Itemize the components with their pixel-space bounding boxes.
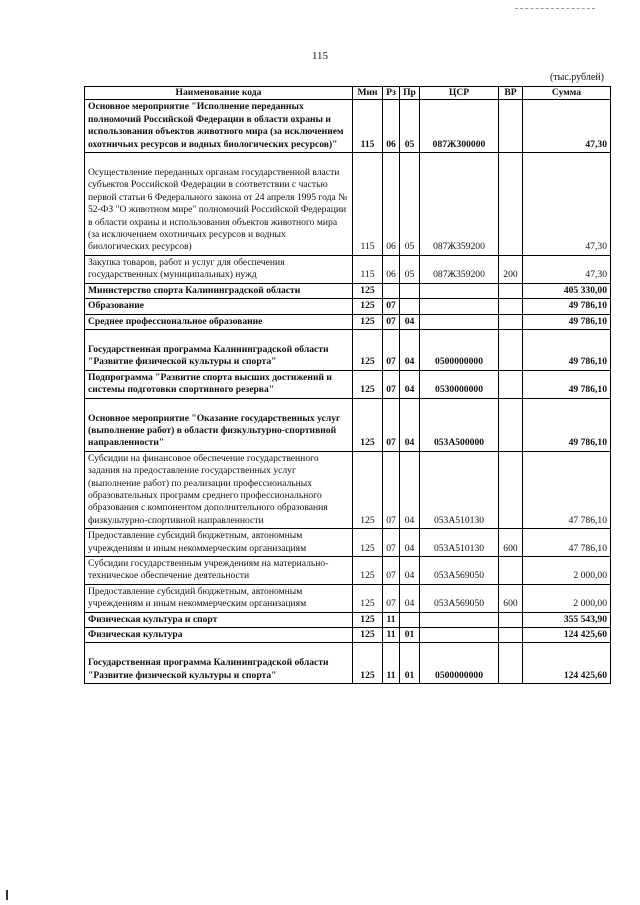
cell-csr: 053А569050 [420, 557, 499, 585]
cell-vr [499, 370, 523, 398]
margin-mark [6, 890, 8, 900]
cell-min: 115 [353, 153, 383, 256]
cell-rz: 07 [383, 329, 400, 370]
cell-vr: 600 [499, 529, 523, 557]
cell-min: 125 [353, 329, 383, 370]
header-sum: Сумма [523, 87, 611, 100]
cell-csr: 087Ж359200 [420, 255, 499, 283]
cell-csr: 0500000000 [420, 329, 499, 370]
cell-pr: 04 [400, 398, 420, 451]
cell-vr [499, 314, 523, 329]
cell-csr [420, 299, 499, 314]
cell-pr: 01 [400, 643, 420, 684]
cell-min: 115 [353, 100, 383, 153]
cell-min: 125 [353, 584, 383, 612]
cell-vr [499, 299, 523, 314]
cell-name: Осуществление переданных органам государственной власти субъектов Российской Федерации в соответствии с частью первой статьи 6 Федерального закона от 24 апреля 1995 года № 52-ФЗ "О животном мире" полномочий Российской Федерации в области охраны и использования объектов животного мира (за исключением охотничьих ресурсов и водных биологических ресурсов) [85, 153, 353, 256]
cell-rz: 07 [383, 557, 400, 585]
cell-min: 125 [353, 299, 383, 314]
cell-pr: 05 [400, 255, 420, 283]
table-body [85, 100, 611, 684]
cell-pr: 05 [400, 100, 420, 153]
cell-rz [383, 283, 400, 298]
cell-sum: 47,30 [523, 153, 611, 256]
table-row [85, 314, 611, 329]
cell-name: Государственная программа Калининградской области "Развитие физической культуры и спорта" [85, 643, 353, 684]
cell-name: Министерство спорта Калининградской области [85, 283, 353, 298]
cell-name: Предоставление субсидий бюджетным, автономным учреждениям и иным некоммерческим организациям [85, 529, 353, 557]
cell-rz: 11 [383, 612, 400, 627]
cell-vr [499, 329, 523, 370]
cell-csr: 0500000000 [420, 643, 499, 684]
cell-name: Основное мероприятие "Исполнение переданных полномочий Российской Федерации в области охраны и использования объектов животного мира (за исключением охотничьих ресурсов и водных биологических ресурсов)" [85, 100, 353, 153]
cell-name: Государственная программа Калининградской области "Развитие физической культуры и спорта" [85, 329, 353, 370]
table-row [85, 584, 611, 612]
cell-name: Физическая культура и спорт [85, 612, 353, 627]
cell-pr: 04 [400, 529, 420, 557]
budget-table [84, 86, 611, 684]
cell-rz: 11 [383, 643, 400, 684]
cell-csr: 087Ж300000 [420, 100, 499, 153]
cell-sum: 47 786,10 [523, 529, 611, 557]
cell-sum: 355 543,90 [523, 612, 611, 627]
cell-sum: 49 786,10 [523, 370, 611, 398]
cell-rz: 07 [383, 370, 400, 398]
cell-pr [400, 612, 420, 627]
cell-csr [420, 612, 499, 627]
cell-pr: 04 [400, 314, 420, 329]
table-row [85, 529, 611, 557]
cell-vr [499, 100, 523, 153]
cell-min: 125 [353, 628, 383, 643]
cell-min: 125 [353, 451, 383, 528]
cell-csr [420, 283, 499, 298]
header-name: Наименование кода [85, 87, 353, 100]
table-row [85, 329, 611, 370]
table-row [85, 100, 611, 153]
cell-csr: 053А510130 [420, 529, 499, 557]
cell-sum: 49 786,10 [523, 299, 611, 314]
table-row [85, 451, 611, 528]
cell-name: Основное мероприятие "Оказание государственных услуг (выполнение работ) в области физкультурно-спортивной направленности" [85, 398, 353, 451]
cell-name: Предоставление субсидий бюджетным, автономным учреждениям и иным некоммерческим организациям [85, 584, 353, 612]
cell-name: Закупка товаров, работ и услуг для обеспечения государственных (муниципальных) нужд [85, 255, 353, 283]
cell-min: 125 [353, 529, 383, 557]
table-row [85, 255, 611, 283]
cell-rz: 07 [383, 398, 400, 451]
cell-name: Образование [85, 299, 353, 314]
cell-name: Подпрограмма "Развитие спорта высших достижений и системы подготовки спортивного резерва" [85, 370, 353, 398]
cell-name: Субсидии государственным учреждениям на материально-техническое обеспечение деятельности [85, 557, 353, 585]
cell-vr [499, 557, 523, 585]
cell-rz: 06 [383, 100, 400, 153]
cell-vr [499, 398, 523, 451]
cell-vr: 200 [499, 255, 523, 283]
cell-sum: 2 000,00 [523, 584, 611, 612]
cell-csr [420, 314, 499, 329]
cell-csr: 0530000000 [420, 370, 499, 398]
cell-vr [499, 451, 523, 528]
cell-name: Субсидии на финансовое обеспечение государственного задания на предоставление государственных услуг (выполнение работ) по реализации профессиональных образовательных программ среднего профессионального образования с компонентом дополнительного образования физкультурно-спортивной направленности [85, 451, 353, 528]
cell-pr: 04 [400, 329, 420, 370]
page-number: 115 [311, 50, 329, 62]
cell-sum: 47,30 [523, 255, 611, 283]
cell-min: 125 [353, 612, 383, 627]
header-row [85, 87, 611, 100]
cell-min: 125 [353, 557, 383, 585]
cell-pr: 04 [400, 370, 420, 398]
cell-min: 115 [353, 255, 383, 283]
cell-rz: 07 [383, 584, 400, 612]
cell-sum: 124 425,60 [523, 628, 611, 643]
table-row [85, 643, 611, 684]
cell-name: Среднее профессиональное образование [85, 314, 353, 329]
table-row [85, 299, 611, 314]
cell-sum: 47 786,10 [523, 451, 611, 528]
cell-sum: 405 330,00 [523, 283, 611, 298]
cell-pr: 04 [400, 584, 420, 612]
header-min: Мин [353, 87, 383, 100]
cell-rz: 11 [383, 628, 400, 643]
cell-rz: 07 [383, 529, 400, 557]
cell-vr [499, 283, 523, 298]
cell-sum: 47,30 [523, 100, 611, 153]
cell-vr [499, 628, 523, 643]
cell-rz: 06 [383, 255, 400, 283]
cell-csr: 087Ж359200 [420, 153, 499, 256]
cell-pr: 04 [400, 451, 420, 528]
table-row [85, 283, 611, 298]
cell-sum: 49 786,10 [523, 329, 611, 370]
cell-pr: 05 [400, 153, 420, 256]
table-row [85, 398, 611, 451]
cell-vr [499, 153, 523, 256]
cell-pr: 04 [400, 557, 420, 585]
table-row [85, 628, 611, 643]
cell-rz: 06 [383, 153, 400, 256]
cell-pr: 01 [400, 628, 420, 643]
cell-min: 125 [353, 314, 383, 329]
table-row [85, 153, 611, 256]
cell-rz: 07 [383, 299, 400, 314]
cell-sum: 2 000,00 [523, 557, 611, 585]
cell-min: 125 [353, 643, 383, 684]
cell-sum: 124 425,60 [523, 643, 611, 684]
cell-sum: 49 786,10 [523, 314, 611, 329]
units-note: (тыс.рублей) [549, 72, 604, 83]
table-row [85, 370, 611, 398]
cell-csr [420, 628, 499, 643]
cell-pr [400, 299, 420, 314]
cell-vr [499, 643, 523, 684]
cell-name: Физическая культура [85, 628, 353, 643]
cell-min: 125 [353, 398, 383, 451]
table-row [85, 612, 611, 627]
cell-min: 125 [353, 283, 383, 298]
cell-rz: 07 [383, 451, 400, 528]
cell-vr: 600 [499, 584, 523, 612]
header-pr: Пр [400, 87, 420, 100]
cell-csr: 053А569050 [420, 584, 499, 612]
top-dash-mark [515, 8, 595, 9]
header-csr: ЦСР [420, 87, 499, 100]
cell-sum: 49 786,10 [523, 398, 611, 451]
cell-pr [400, 283, 420, 298]
header-vr: ВР [499, 87, 523, 100]
cell-rz: 07 [383, 314, 400, 329]
table-row [85, 557, 611, 585]
cell-csr: 053А510130 [420, 451, 499, 528]
cell-vr [499, 612, 523, 627]
cell-csr: 053А500000 [420, 398, 499, 451]
header-rz: Рз [383, 87, 400, 100]
cell-min: 125 [353, 370, 383, 398]
